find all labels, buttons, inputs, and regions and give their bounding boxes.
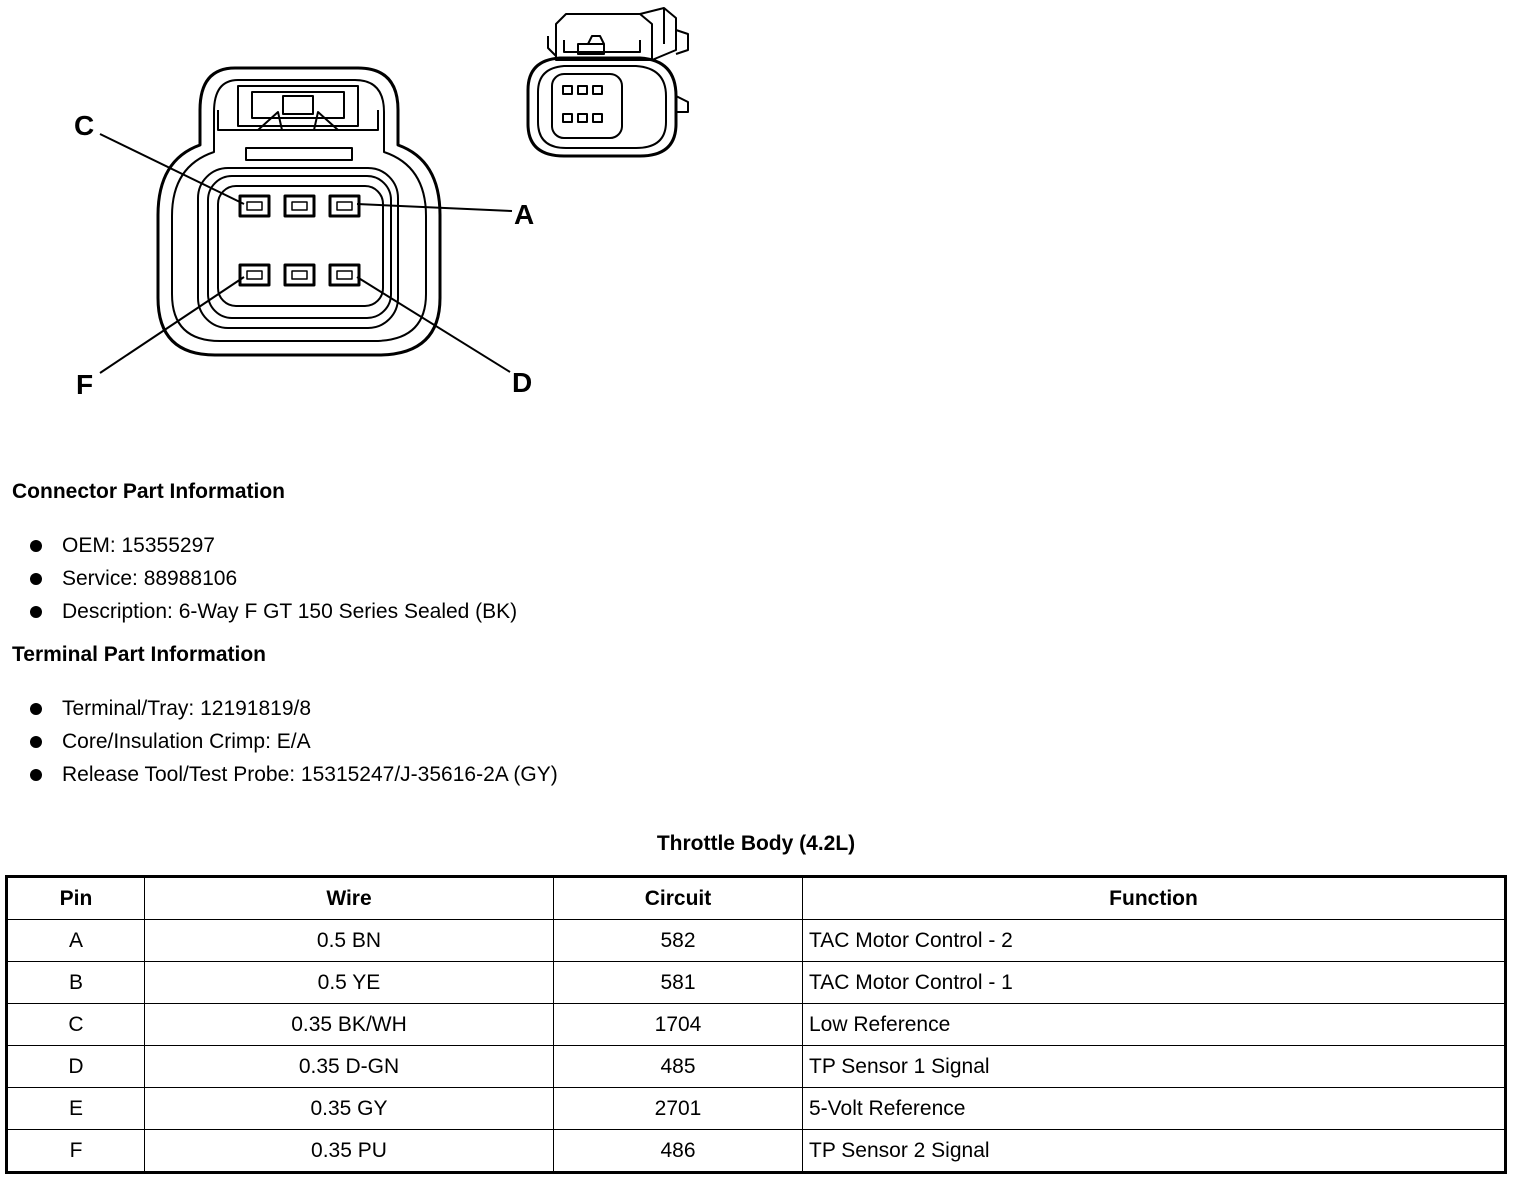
header-circuit: Circuit <box>554 877 803 920</box>
pin-label-a: A <box>514 199 535 230</box>
cell-pin: B <box>7 962 145 1004</box>
cell-circuit: 582 <box>554 920 803 962</box>
cell-function: TAC Motor Control - 1 <box>803 962 1506 1004</box>
pin-leader-lines <box>100 134 512 373</box>
cell-function: TP Sensor 2 Signal <box>803 1130 1506 1173</box>
table-row <box>7 1004 1506 1046</box>
terminal-info-title: Terminal Part Information <box>12 643 266 666</box>
header-wire: Wire <box>145 877 554 920</box>
cell-wire: 0.35 BK/WH <box>145 1004 554 1046</box>
pin-label-f: F <box>76 369 94 400</box>
cell-pin: A <box>7 920 145 962</box>
connector-info-oem: OEM: 15355297 <box>28 529 517 562</box>
cell-pin: F <box>7 1130 145 1173</box>
cell-wire: 0.35 PU <box>145 1130 554 1173</box>
connector-diagram <box>0 0 760 420</box>
cell-pin: D <box>7 1046 145 1088</box>
table-row <box>7 962 1506 1004</box>
cell-wire: 0.35 D-GN <box>145 1046 554 1088</box>
table-row <box>7 1130 1506 1173</box>
table-row <box>7 1046 1506 1088</box>
cell-wire: 0.35 GY <box>145 1088 554 1130</box>
cell-function: 5-Volt Reference <box>803 1088 1506 1130</box>
terminal-info-crimp: Core/Insulation Crimp: E/A <box>28 725 558 758</box>
connector-info-description: Description: 6-Way F GT 150 Series Sealed (BK) <box>28 595 517 628</box>
connector-info-list <box>28 529 517 628</box>
table-row <box>7 920 1506 962</box>
cell-wire: 0.5 YE <box>145 962 554 1004</box>
terminal-info-list <box>28 692 558 791</box>
cell-pin: C <box>7 1004 145 1046</box>
cell-circuit: 581 <box>554 962 803 1004</box>
pin-label-d: D <box>512 367 533 398</box>
cell-function: TAC Motor Control - 2 <box>803 920 1506 962</box>
terminal-info-release-tool: Release Tool/Test Probe: 15315247/J-35616-2A (GY) <box>28 758 558 791</box>
header-function: Function <box>803 877 1506 920</box>
table-row <box>7 1088 1506 1130</box>
connector-face-view <box>158 68 440 355</box>
cell-circuit: 485 <box>554 1046 803 1088</box>
cell-pin: E <box>7 1088 145 1130</box>
cell-circuit: 1704 <box>554 1004 803 1046</box>
table-title: Throttle Body (4.2L) <box>656 832 856 855</box>
cell-function: TP Sensor 1 Signal <box>803 1046 1506 1088</box>
cell-circuit: 486 <box>554 1130 803 1173</box>
pinout-table <box>5 875 1507 1174</box>
cell-function: Low Reference <box>803 1004 1506 1046</box>
connector-info-service: Service: 88988106 <box>28 562 517 595</box>
cell-wire: 0.5 BN <box>145 920 554 962</box>
pin-label-c: C <box>74 110 95 141</box>
table-header-row <box>7 877 1506 920</box>
connector-info-title: Connector Part Information <box>12 480 286 503</box>
terminal-info-tray: Terminal/Tray: 12191819/8 <box>28 692 558 725</box>
header-pin: Pin <box>7 877 145 920</box>
cell-circuit: 2701 <box>554 1088 803 1130</box>
connector-3d-view <box>528 8 688 156</box>
